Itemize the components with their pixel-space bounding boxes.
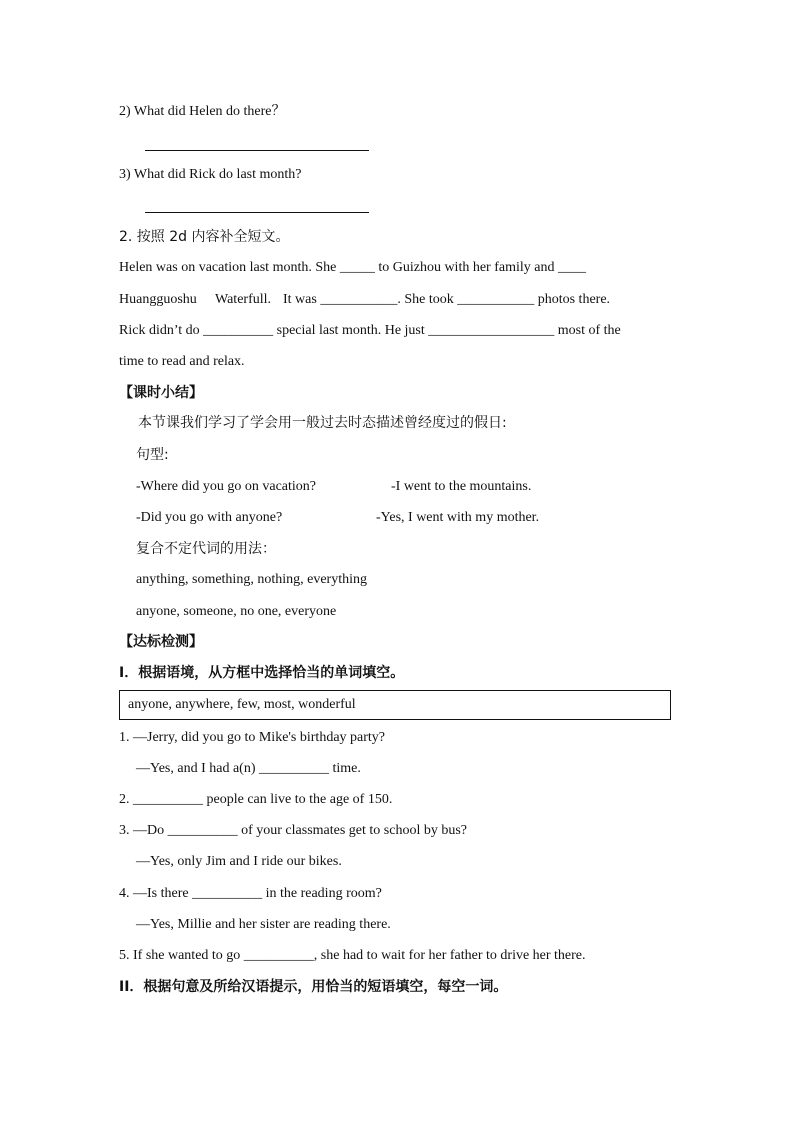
pronoun-label: 复合不定代词的用法：	[136, 541, 276, 557]
passage-line-2a: Huangguoshu	[119, 292, 197, 307]
word-box-text: anyone, anywhere, few, most, wonderful	[128, 697, 356, 712]
summary-intro: 本节课我们学习了学会用一般过去时态描述曾经度过的假日:	[138, 415, 507, 431]
test-item-1: 1. —Jerry, did you go to Mike's birthday party?	[119, 730, 386, 745]
question-3: 3) What did Rick do last month?	[119, 167, 302, 182]
passage-line-2c: It was ___________. She took ___________ photos there.	[283, 292, 611, 307]
part-1-title: I．根据语境，从方框中选择恰当的单词填空。	[119, 665, 405, 681]
test-item-2: 2. __________ people can live to the age of 150.	[119, 792, 393, 807]
question-2: 2) What did Helen do there？	[119, 104, 286, 119]
pattern-label: 句型:	[136, 447, 169, 463]
passage-line-3: Rick didn’t do __________ special last month. He just __________________ most of the	[119, 323, 621, 338]
test-item-4: 4. —Is there __________ in the reading room?	[119, 886, 382, 901]
section-2-title: 2. 按照 2d 内容补全短文。	[119, 229, 290, 245]
pattern-2-question: -Did you go with anyone?	[136, 510, 283, 525]
pronoun-list-1: anything, something, nothing, everything	[136, 572, 367, 587]
test-heading: 【达标检测】	[119, 634, 203, 650]
word-box	[119, 690, 671, 720]
pattern-2-answer: -Yes, I went with my mother.	[376, 510, 540, 525]
pattern-1-question: -Where did you go on vacation?	[136, 479, 316, 494]
answer-blank-3[interactable]	[145, 212, 369, 213]
test-item-3-answer: —Yes, only Jim and I ride our bikes.	[136, 854, 342, 869]
passage-line-2b: Waterfull.	[215, 292, 272, 307]
summary-heading: 【课时小结】	[119, 385, 203, 401]
pattern-1-answer: -I went to the mountains.	[391, 479, 532, 494]
pronoun-list-2: anyone, someone, no one, everyone	[136, 604, 337, 619]
answer-blank-2[interactable]	[145, 150, 369, 151]
test-item-3: 3. —Do __________ of your classmates get to school by bus?	[119, 823, 468, 838]
test-item-4-answer: —Yes, Millie and her sister are reading there.	[136, 917, 391, 932]
test-item-1-answer: —Yes, and I had a(n) __________ time.	[136, 761, 361, 776]
passage-line-4: time to read and relax.	[119, 354, 245, 369]
passage-line-1: Helen was on vacation last month. She _____ to Guizhou with her family and ____	[119, 260, 586, 275]
part-2-title: II．根据句意及所给汉语提示，用恰当的短语填空，每空一词。	[119, 979, 508, 995]
test-item-5: 5. If she wanted to go __________, she had to wait for her father to drive her there.	[119, 948, 586, 963]
